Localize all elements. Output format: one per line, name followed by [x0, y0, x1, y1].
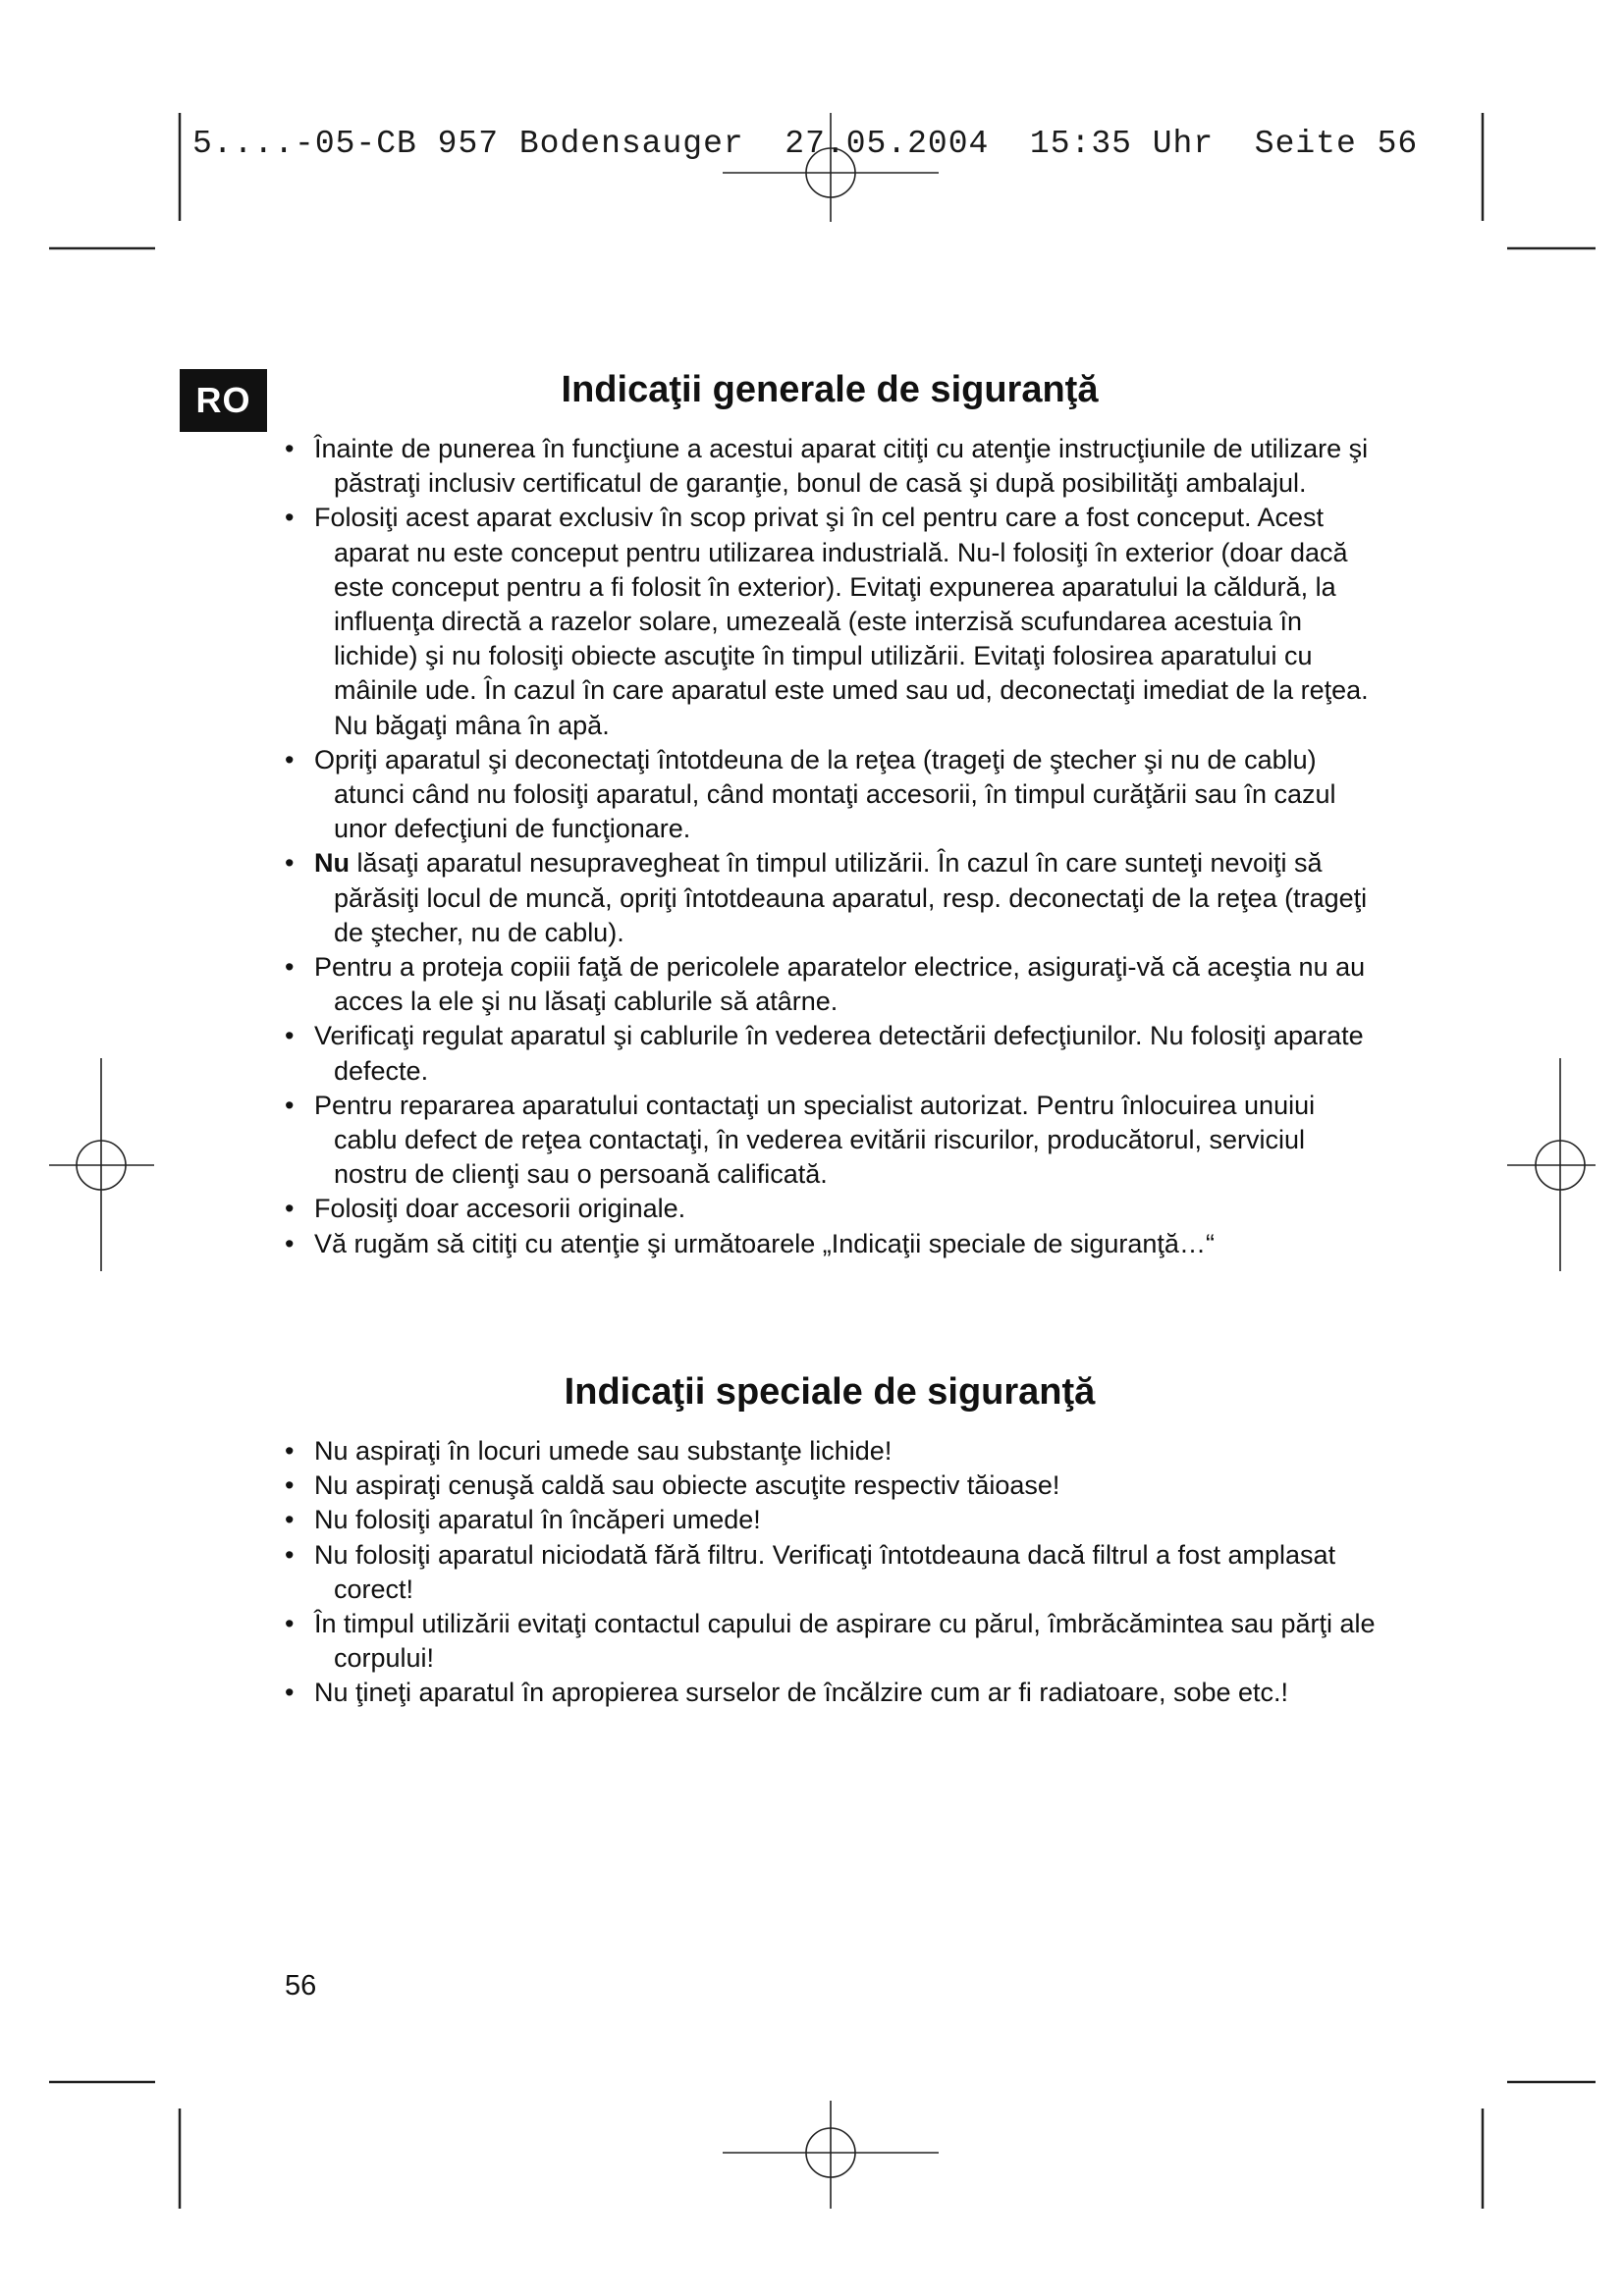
list-item: • Nu ţineţi aparatul în apropierea surselor de încălzire cum ar fi radiatoare, sobe etc.! — [285, 1676, 1384, 1710]
general-safety-title: Indicaţii generale de siguranţă — [561, 369, 1099, 410]
list-item: • Verificaţi regulat aparatul şi cablurile în vederea detectării defecţiunilor. Nu folosiţi aparate defecte. — [285, 1019, 1384, 1088]
list-item: • Înainte de punerea în funcţiune a acestui aparat citiţi cu atenţie instrucţiunile de utilizare şi păstraţi inclusiv certificatul de garanţie, bonul de casă şi după posibilităţi ambalajul. — [285, 432, 1384, 501]
list-item: • Nu folosiţi aparatul niciodată fără filtru. Verificaţi întotdeauna dacă filtrul a fost amplasat corect! — [285, 1538, 1384, 1607]
list-item: • Nu folosiţi aparatul în încăperi umede! — [285, 1503, 1384, 1537]
language-badge: RO — [180, 369, 267, 432]
list-item: • În timpul utilizării evitaţi contactul capului de aspirare cu părul, îmbrăcămintea sau părţi ale corpului! — [285, 1607, 1384, 1676]
list-item: • Pentru a proteja copiii faţă de pericolele aparatelor electrice, asiguraţi-vă că aceştia nu au acces la ele şi nu lăsaţi cablurile să atârne. — [285, 950, 1384, 1019]
list-item: • Nu aspiraţi cenuşă caldă sau obiecte ascuţite respectiv tăioase! — [285, 1468, 1384, 1503]
registration-mark-right — [1507, 1058, 1596, 1271]
special-safety-list — [285, 1434, 1384, 1711]
emphasis-word: Nu — [314, 848, 350, 879]
list-item: • Folosiţi acest aparat exclusiv în scop privat şi în cel pentru care a fost conceput. Acest aparat nu este conceput pentru utilizarea industrială. Nu-l folosiţi în exterior (doar dacă este conceput pentru a fi folosit în exterior). Evitaţi expunerea aparatului la căldură, la influenţa directă a razelor solare, umezeală (este interzisă scufundarea acestuia în lichide) şi nu folosiţi obiecte ascuţite în timpul utilizării. Evitaţi folosirea aparatului cu mâinile ude. În cazul în care aparatul este umed sau ud, deconectaţi imediat de la reţea. Nu băgaţi mâna în apă. — [285, 501, 1384, 742]
list-item: • Vă rugăm să citiţi cu atenţie şi următoarele „Indicaţii speciale de siguranţă…“ — [285, 1227, 1384, 1261]
print-slug-header: 5....-05-CB 957 Bodensauger 27.05.2004 15:35 Uhr Seite 56 — [192, 126, 1419, 162]
list-item-text: lăsaţi aparatul nesupravegheat în timpul utilizării. În cazul în care sunteţi nevoiţi să părăsiţi locul de muncă, opriţi întotdeauna aparatul, resp. deconectaţi de la reţea (trageţi de ştecher, nu de cablu). — [334, 848, 1368, 947]
special-safety-title: Indicaţii speciale de siguranţă — [564, 1371, 1096, 1413]
general-safety-list — [285, 432, 1384, 1261]
registration-mark-left — [49, 1058, 154, 1271]
registration-mark-bottom — [723, 2101, 939, 2209]
list-item — [285, 846, 1384, 950]
list-item: • Nu aspiraţi în locuri umede sau substanţe lichide! — [285, 1434, 1384, 1468]
page-number: 56 — [285, 1970, 317, 2002]
list-item: • Opriţi aparatul şi deconectaţi întotdeuna de la reţea (trageţi de ştecher şi nu de cablu) atunci când nu folosiţi aparatul, când montaţi accesorii, în timpul curăţării sau în cazul unor defecţiuni de funcţionare. — [285, 743, 1384, 847]
list-item: • Folosiţi doar accesorii originale. — [285, 1192, 1384, 1226]
list-item: • Pentru repararea aparatului contactaţi un specialist autorizat. Pentru înlocuirea unuiui cablu defect de reţea contactaţi, în vederea evitării riscurilor, producătorul, serviciul nostru de clienţi sau o persoană calificată. — [285, 1089, 1384, 1193]
